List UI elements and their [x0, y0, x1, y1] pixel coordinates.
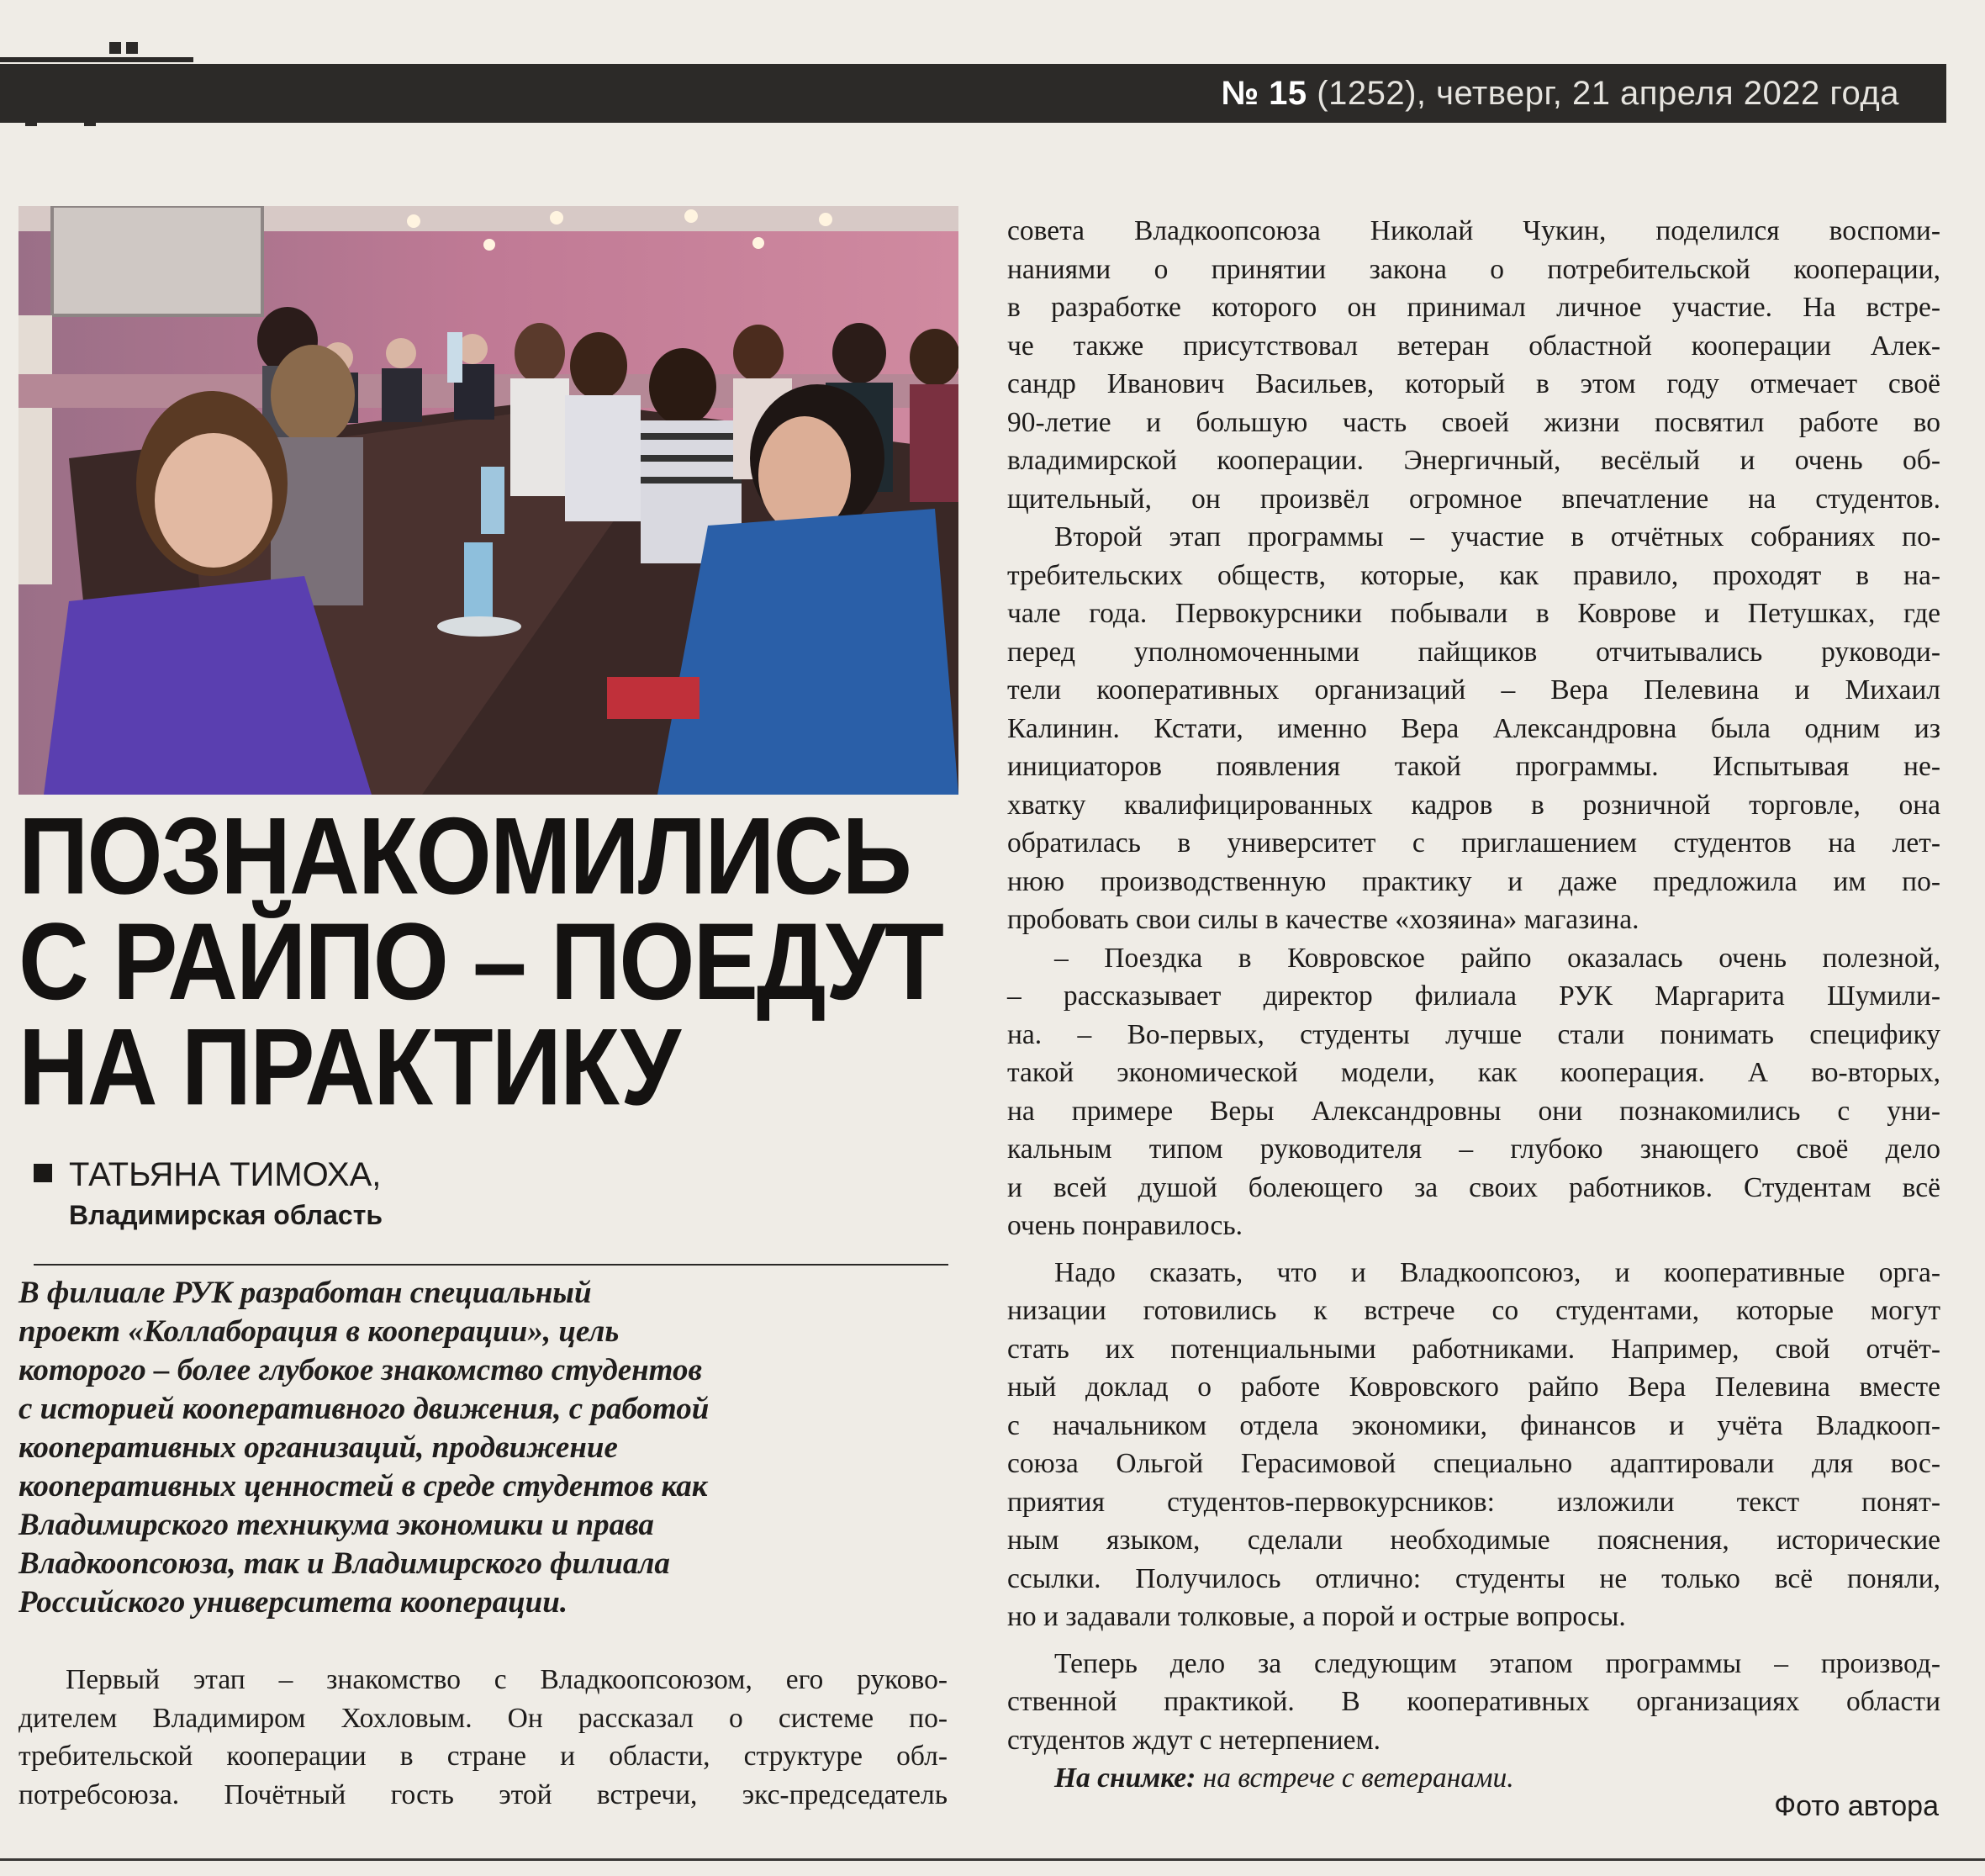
body-line: наниями о принятии закона о потребительской кооперации,: [1007, 253, 1940, 285]
body-line: стать их потенциальными работниками. Например, свой отчёт-: [1007, 1333, 1940, 1365]
article-column-right: [1007, 212, 1940, 1798]
body-line: и всей душой болеющего за своих работников. Студентам всё: [1007, 1171, 1940, 1203]
caption-text: на встрече с ветеранами.: [1196, 1762, 1514, 1794]
body-line: с начальником отдела экономики, финансов и учёта Владкооп-: [1007, 1409, 1940, 1441]
body-line: щительный, он произвёл огромное впечатление на студентов.: [1007, 483, 1940, 515]
lead-line: с историей кооперативного движения, с работой: [18, 1392, 710, 1426]
headline-line-1: ПОЗНАКОМИЛИСЬ: [18, 794, 911, 917]
body-line: ный доклад о работе Ковровского райпо Вера Пелевина вместе: [1007, 1371, 1940, 1403]
body-line: – Поездка в Ковровское райпо оказалась очень полезной,: [1054, 942, 1940, 974]
article-column-left: [18, 1661, 948, 1814]
lead-line: кооперативных ценностей в среде студентов как: [18, 1469, 708, 1503]
headline-line-2: С РАЙПО – ПОЕДУТ: [18, 900, 942, 1023]
body-line: хватку квалифицированных кадров в розничной торговле, она: [1007, 789, 1940, 821]
body-line: студентов ждут с нетерпением.: [1007, 1724, 1381, 1756]
body-line: пробовать свои силы в качестве «хозяина» магазина.: [1007, 904, 1639, 935]
body-line: 90-летие и большую часть своей жизни посвятил работе во: [1007, 406, 1940, 438]
issue-number: № 15: [1221, 75, 1307, 112]
body-line: тели кооперативных организаций – Вера Пелевина и Михаил: [1007, 674, 1940, 705]
body-line: ственной практикой. В кооперативных организациях области: [1007, 1686, 1940, 1717]
headline-line-3: НА ПРАКТИКУ: [18, 1005, 679, 1128]
lead-line: Российского университета кооперации.: [18, 1585, 568, 1620]
body-line: нюю производственную практику и даже предложила им по-: [1007, 865, 1940, 897]
body-line: союза Ольгой Герасимовой специально адаптировали для вос-: [1007, 1448, 1940, 1479]
lead-line: проект «Коллаборация в кооперации», цель: [18, 1314, 620, 1349]
body-line: требительской кооперации в стране и области, структуре обл-: [18, 1741, 948, 1772]
body-line: сандр Иванович Васильев, который в этом году отмечает своё: [1007, 368, 1940, 399]
lead-line: которого – более глубокое знакомство студентов: [18, 1353, 703, 1387]
issue-date: (1252), четверг, 21 апреля 2022 года: [1307, 75, 1899, 112]
body-line: потребсоюза. Почётный гость этой встречи, экс-председатель: [18, 1778, 948, 1810]
body-line: но и задавали толковые, а порой и острые вопросы.: [1007, 1601, 1626, 1632]
body-line: в разработке которого он принимал личное участие. На встре-: [1007, 292, 1940, 323]
author-name: ТАТЬЯНА ТИМОХА,: [69, 1156, 382, 1193]
body-line: Теперь дело за следующим этапом программы – производ-: [1054, 1647, 1940, 1679]
body-line: ным языком, сделали необходимые пояснения, исторические: [1007, 1525, 1940, 1556]
body-line: приятия студентов-первокурсников: изложили текст понят-: [1007, 1486, 1940, 1518]
body-line: требительских обществ, которые, как правило, проходят в на-: [1007, 559, 1940, 591]
lead-line: Владимирского техникума экономики и права: [18, 1508, 654, 1542]
lead-line: В филиале РУК разработан специальный: [18, 1276, 592, 1310]
article-headline: [18, 794, 943, 1128]
body-line: чале года. Первокурсники побывали в Коврове и Петушках, где: [1007, 598, 1940, 629]
body-line: такой экономической модели, как кооперация. А во-вторых,: [1007, 1057, 1940, 1088]
body-line: Калинин. Кстати, именно Вера Александровна была одним из: [1007, 712, 1940, 744]
body-line: Второй этап программы – участие в отчётных собраниях по-: [1054, 521, 1940, 552]
meeting-photo-icon: [18, 206, 958, 795]
body-line: Надо сказать, что и Владкоопсоюз, и кооперативные орга-: [1054, 1256, 1940, 1288]
lead-line: кооперативных организаций, продвижение: [18, 1430, 618, 1465]
body-line: на примере Веры Александровны они познакомились с уни-: [1007, 1095, 1940, 1127]
body-line: перед уполномоченными пайщиков отчитывались руководи-: [1007, 636, 1940, 668]
byline: [34, 1154, 874, 1234]
body-line: – рассказывает директор филиала РУК Маргарита Шумили-: [1007, 980, 1940, 1012]
lead-paragraph: [18, 1274, 952, 1622]
body-line: дителем Владимиром Хохловым. Он рассказал о системе по-: [18, 1702, 948, 1734]
caption-label: На снимке:: [1054, 1762, 1196, 1794]
body-line: че также присутствовал ветеран областной кооперации Алек-: [1007, 330, 1940, 362]
byline-square-icon: [34, 1164, 52, 1182]
body-line: инициаторов появления такой программы. Испытывая не-: [1007, 751, 1940, 782]
body-line: владимирской кооперации. Энергичный, весёлый и очень об-: [1007, 445, 1940, 476]
body-line: низации готовились к встрече со студентами, которые могут: [1007, 1295, 1940, 1326]
masthead-bar: [0, 64, 1946, 123]
lead-divider: [34, 1264, 948, 1266]
author-region: Владимирская область: [69, 1200, 383, 1230]
body-line: на. – Во-первых, студенты лучше стали понимать специфику: [1007, 1018, 1940, 1050]
bottom-rule: [0, 1858, 1985, 1861]
meeting-photo: [18, 206, 958, 795]
body-line: очень понравилось.: [1007, 1210, 1243, 1241]
body-line: совета Владкоопсоюза Николай Чукин, поделился воспоми-: [1007, 215, 1940, 246]
body-line: ссылки. Получилось отлично: студенты не только всё поняли,: [1007, 1562, 1940, 1594]
body-line: обратилась в университет с приглашением студентов на лет-: [1007, 827, 1940, 859]
body-line: кальным типом руководителя – глубоко знающего своё дело: [1007, 1134, 1940, 1165]
issue-info: [1221, 67, 1899, 119]
lead-line: Владкоопсоюза, так и Владимирского филиала: [18, 1546, 670, 1581]
body-line: Первый этап – знакомство с Владкоопсоюзом, его руково-: [66, 1664, 948, 1695]
photo-credit: Фото автора: [1774, 1790, 1939, 1822]
